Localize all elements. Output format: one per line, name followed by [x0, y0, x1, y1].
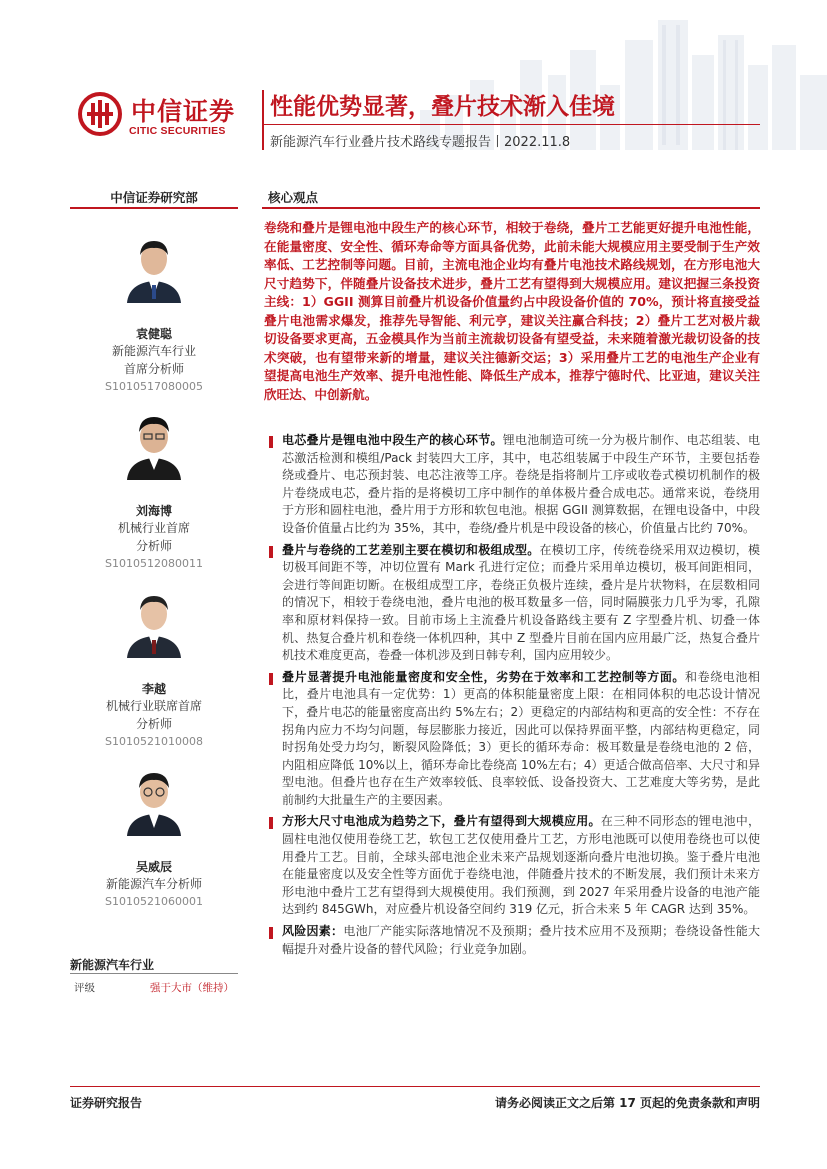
- footer-rule: [70, 1086, 760, 1087]
- bullet-marker: [269, 546, 273, 558]
- sector-rule: [70, 973, 238, 974]
- analyst-name: 刘海博: [135, 504, 172, 518]
- list-item: [264, 923, 760, 958]
- analyst-name: 袁健聪: [135, 327, 172, 341]
- analyst-code: S1010521010008: [105, 735, 203, 748]
- core-summary: 卷绕和叠片是锂电池中段生产的核心环节，相较于卷绕，叠片工艺能更好提升电池性能，在能量密度、安全性、循环寿命等方面具备优势，此前未能大规模应用主要受制于生产效率低、工艺控制等问题。目前，主流电池企业均有叠片电池技术路线规划，在方形电池大尺寸趋势下，伴随叠片设备技术进步，叠片工艺有望得到大规模应用。建议把握三条投资主线：1）GGII 测算目前叠片机设备价值量约占中段设备价值的 70%，预计将直接受益叠片电池需求爆发，推荐先导智能、利元亨，建议关注赢合科技；2）叠片工艺对极片裁切设备要求更高，五金模具作为当前主流裁切设备有望受益，未来随着激光裁切设备的技术突破，也有望带来新的增量，建议关注德新交运；3）采用叠片工艺的电池生产企业有望提高电池生产效率、提升电池性能、降低生产成本，推荐宁德时代、比亚迪，建议关注欣旺达、中创新航。: [264, 220, 760, 402]
- analyst-name: 吴威辰: [135, 860, 172, 874]
- analyst-code: S1010521060001: [105, 895, 203, 908]
- analyst-role: 分析师: [135, 539, 172, 553]
- title-divider: [262, 90, 264, 150]
- analyst-role: 机械行业首席: [117, 521, 190, 535]
- bullet-lead: 叠片显著提升电池能量密度和安全性，劣势在于效率和工艺控制等方面。: [282, 669, 686, 684]
- department-heading: 中信证券研究部: [110, 190, 198, 205]
- analyst-card: [70, 233, 238, 393]
- department-rule: [70, 207, 238, 209]
- analyst-code: S1010512080011: [105, 557, 203, 570]
- avatar: [123, 233, 185, 303]
- bullet-text: 锂电池制造可统一分为极片制作、电芯组装、电芯激活检测和模组/Pack 封装四大工序，其中，电芯组装属于中段生产环节，主要包括卷绕或叠片、电芯预封装、电芯注液等工序。卷绕是指将制片工序或收卷式模切机制作的极片卷绕成电芯，叠片指的是将模切工序中制作的单体极片叠合成电芯。通常来说，卷绕用于方形和圆柱电池，叠片用于方形和软包电池。根据 GGII 测算数据，在锂电设备中，中段设备价值量占比约为 35%，其中，卷绕/叠片机是中段设备的核心，价值量占比约 70%。: [282, 433, 760, 535]
- bullet-text: 电池厂产能实际落地情况不及预期；叠片技术应用不及预期；卷绕设备性能大幅提升对叠片设备的替代风险；行业竞争加剧。: [282, 924, 760, 956]
- city-skyline-graphic: [420, 0, 827, 150]
- citic-securities-logo: [76, 92, 251, 140]
- brand-name-en: CITIC SECURITIES: [129, 125, 226, 137]
- bullet-text: 和卷绕电池相比，叠片电池具有一定优势：1）更高的体积能量密度上限：在相同体积的电芯设计情况下，叠片电芯的能量密度高出约 5%左右；2）更稳定的内部结构和更高的安全性：不存在拐角内应力不均匀问题，每层膨胀力接近，因此可以保持界面平整，内部结构更稳定，同时拐角处受力均匀，断裂风险降低；3）更长的循环寿命：极耳数量是卷绕电池的 2 倍，内阻相应降低 10%以上，循环寿命比卷绕高 10%左右；4）更适合做高倍率、大尺寸和异型电池。但叠片也存在生产效率较低、良率较低、设备投资大、工艺难度大等劣势，是此前制约大批量生产的主要因素。: [282, 669, 760, 807]
- analyst-role: 新能源汽车分析师: [105, 877, 202, 891]
- avatar: [123, 766, 185, 836]
- analyst-role: 分析师: [135, 717, 172, 731]
- analyst-name: 李越: [141, 682, 166, 696]
- rating-label: 评级: [74, 982, 95, 994]
- analyst-role: 首席分析师: [123, 362, 184, 376]
- footer-label: 证券研究报告: [70, 1096, 143, 1110]
- bullet-lead: 电芯叠片是锂电池中段生产的核心环节。: [282, 433, 503, 447]
- rating-value: 强于大市（维持）: [150, 982, 234, 994]
- core-heading: 核心观点: [268, 190, 319, 205]
- bullet-marker: [269, 927, 273, 939]
- bullet-marker: [269, 817, 273, 829]
- avatar: [123, 588, 185, 658]
- list-item: [264, 813, 760, 919]
- footer-disclaimer: 请务必阅读正文之后第 17 页起的免责条款和声明: [494, 1096, 760, 1110]
- list-item: [264, 432, 760, 538]
- list-item: [264, 669, 760, 810]
- analyst-card: [70, 410, 238, 570]
- key-points-list: [264, 432, 760, 962]
- list-item: [264, 542, 760, 665]
- analyst-role: 新能源汽车行业: [111, 344, 196, 358]
- analyst-code: S1010517080005: [105, 380, 203, 393]
- report-title: 性能优势显著，叠片技术渐入佳境: [270, 94, 615, 120]
- citic-emblem-icon: [78, 92, 122, 136]
- bullet-lead: 方形大尺寸电池成为趋势之下，叠片有望得到大规模应用。: [282, 814, 601, 829]
- analyst-role: 机械行业联席首席: [105, 699, 202, 713]
- analyst-card: [70, 588, 238, 748]
- sector-name: 新能源汽车行业: [70, 958, 155, 972]
- avatar: [123, 410, 185, 480]
- core-rule: [262, 207, 760, 209]
- bullet-lead: 风险因素：: [282, 924, 344, 939]
- bullet-marker: [269, 436, 273, 448]
- bullet-lead: 叠片与卷绕的工艺差别主要在模切和极组成型。: [282, 542, 540, 557]
- bullet-text: 在三种不同形态的锂电池中，圆柱电池仅使用卷绕工艺，软包工艺仅使用叠片工艺，方形电池既可以使用卷绕也可以使用叠片工艺。目前，全球头部电池企业未来产品规划逐渐向叠片电池切换。鉴于叠片电池在能量密度以及安全性等方面优于卷绕电池，伴随叠片技术的不断发展，我们预计未来方形电池中叠片工艺有望得到大规模使用。我们预测，到 2027 年采用叠片设备的电池产能达到约 845GWh，对应叠片机设备空间约 319 亿元，折合未来 5 年 CAGR 达到 35%。: [282, 814, 760, 917]
- report-subtitle: 新能源汽车行业叠片技术路线专题报告丨2022.11.8: [270, 135, 571, 150]
- analyst-card: [70, 766, 238, 908]
- bullet-marker: [269, 673, 273, 685]
- brand-name-cn: 中信证券: [131, 97, 236, 126]
- title-rule: [263, 124, 760, 125]
- bullet-text: 在模切工序，传统卷绕采用双边模切，模切极耳间距不等，冲切位置有 Mark 孔进行定位；而叠片采用单边模切，极耳间距相同，会进行等间距切断。在极组成型工序，卷绕正负极片连续，叠片是片状物料，在层数相同的情况下，相较于卷绕电池，叠片电池的极耳数量多一倍，同时隔膜张力几乎为零，孔隙率和原材料保持一致。目前市场上主流叠片机设备路线主要有 Z 字型叠片机、切叠一体机、热复合叠片机和卷绕一体机四种，其中 Z 型叠片目前在国内应用最广泛，热复合叠片机技术难度更高，卷叠一体机涉及到日韩专利，国内应用较少。: [282, 542, 760, 663]
